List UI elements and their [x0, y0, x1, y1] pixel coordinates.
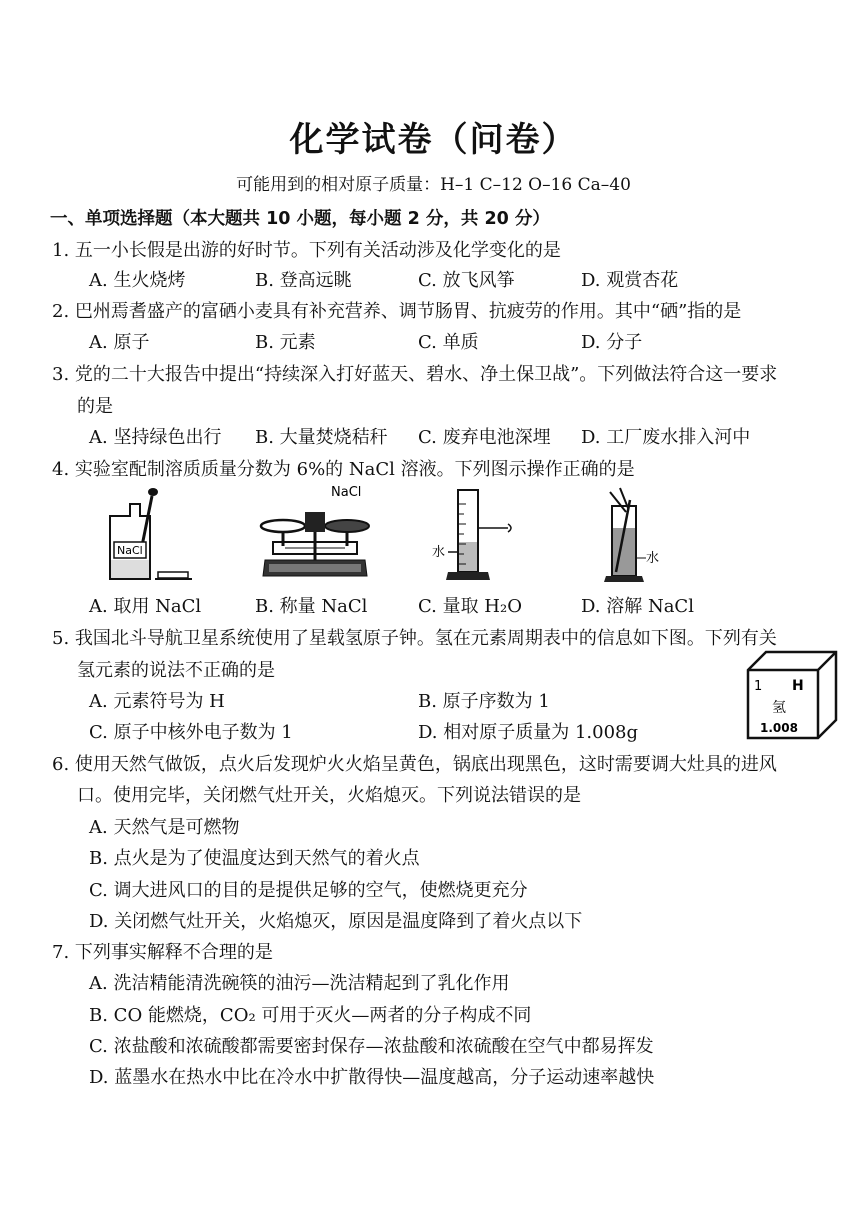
q6-option-a: A. 天然气是可燃物 [89, 817, 240, 838]
figure-take-nacl [100, 486, 200, 586]
q5-option-a: A. 元素符号为 H [89, 691, 225, 712]
cylinder-water-label: 水 [432, 545, 446, 560]
q7-option-a: A. 洗洁精能清洗碗筷的油污—洗洁精起到了乳化作用 [89, 973, 510, 994]
q5-option-b: B. 原子序数为 1 [418, 691, 550, 712]
q4-option-c: C. 量取 H₂O [418, 596, 522, 617]
cell-mass: 1.008 [760, 721, 798, 735]
q3-option-b: B. 大量焚烧秸秆 [255, 427, 388, 448]
cell-atomic-number: 1 [754, 679, 763, 694]
question-7-stem: 7. 下列事实解释不合理的是 [52, 942, 273, 963]
atomic-masses: 可能用到的相对原子质量：H–1 C–12 O–16 Ca–40 [236, 175, 631, 195]
q7-option-b: B. CO 能燃烧，CO₂ 可用于灭火—两者的分子构成不同 [89, 1005, 532, 1026]
dissolve-water-label: 水 [646, 551, 660, 566]
page-title: 化学试卷（问卷） [289, 120, 578, 160]
cell-symbol: H [792, 678, 804, 694]
periodic-table-cell [746, 650, 838, 742]
q7-option-c: C. 浓盐酸和浓硫酸都需要密封保存—浓盐酸和浓硫酸在空气中都易挥发 [89, 1036, 654, 1057]
balance-nacl-label: NaCl [331, 485, 362, 500]
q1-option-c: C. 放飞风筝 [418, 270, 515, 291]
q1-option-d: D. 观赏杏花 [581, 270, 679, 291]
question-3-stem-line2: 的是 [77, 396, 113, 417]
figure-measure-water [428, 484, 528, 584]
figure-dissolve-nacl [600, 486, 680, 586]
q4-option-a: A. 取用 NaCl [89, 596, 202, 617]
question-4-stem: 4. 实验室配制溶质质量分数为 6%的 NaCl 溶液。下列图示操作正确的是 [52, 459, 635, 480]
q5-option-c: C. 原子中核外电子数为 1 [89, 722, 293, 743]
q3-option-a: A. 坚持绿色出行 [89, 427, 222, 448]
question-5-stem-line1: 5. 我国北斗导航卫星系统使用了星载氢原子钟。氢在元素周期表中的信息如下图。下列有关 [52, 628, 777, 649]
question-2-stem: 2. 巴州焉耆盛产的富硒小麦具有补充营养、调节肠胃、抗疲劳的作用。其中“硒”指的是 [52, 301, 742, 322]
section-heading: 一、单项选择题（本大题共 10 小题，每小题 2 分，共 20 分） [50, 209, 550, 229]
q3-option-c: C. 废弃电池深埋 [418, 427, 551, 448]
question-3-stem-line1: 3. 党的二十大报告中提出“持续深入打好蓝天、碧水、净土保卫战”。下列做法符合这一要求 [52, 364, 778, 385]
q4-option-b: B. 称量 NaCl [255, 596, 368, 617]
q5-option-d: D. 相对原子质量为 1.008g [418, 722, 639, 743]
q6-option-c: C. 调大进风口的目的是提供足够的空气，使燃烧更充分 [89, 880, 528, 901]
q2-option-d: D. 分子 [581, 332, 643, 353]
cell-name: 氢 [772, 700, 786, 716]
q4-option-d: D. 溶解 NaCl [581, 596, 694, 617]
q2-option-c: C. 单质 [418, 332, 479, 353]
question-5-stem-line2: 氢元素的说法不正确的是 [77, 660, 275, 681]
q3-option-d: D. 工厂废水排入河中 [581, 427, 751, 448]
question-6-stem-line1: 6. 使用天然气做饭，点火后发现炉火火焰呈黄色，锅底出现黑色，这时需要调大灶具的进风 [52, 754, 777, 775]
q2-option-a: A. 原子 [89, 332, 150, 353]
figure-weigh-nacl [255, 480, 375, 588]
q6-option-d: D. 关闭燃气灶开关，火焰熄灭，原因是温度降到了着火点以下 [89, 911, 583, 932]
q6-option-b: B. 点火是为了使温度达到天然气的着火点 [89, 848, 420, 869]
q1-option-b: B. 登高远眺 [255, 270, 352, 291]
question-6-stem-line2: 口。使用完毕，关闭燃气灶开关，火焰熄灭。下列说法错误的是 [77, 785, 581, 806]
q7-option-d: D. 蓝墨水在热水中比在冷水中扩散得快—温度越高，分子运动速率越快 [89, 1067, 655, 1088]
q1-option-a: A. 生火烧烤 [89, 270, 186, 291]
jar-label: NaCl [117, 544, 143, 557]
question-1-stem: 1. 五一小长假是出游的好时节。下列有关活动涉及化学变化的是 [52, 240, 561, 261]
q2-option-b: B. 元素 [255, 332, 316, 353]
